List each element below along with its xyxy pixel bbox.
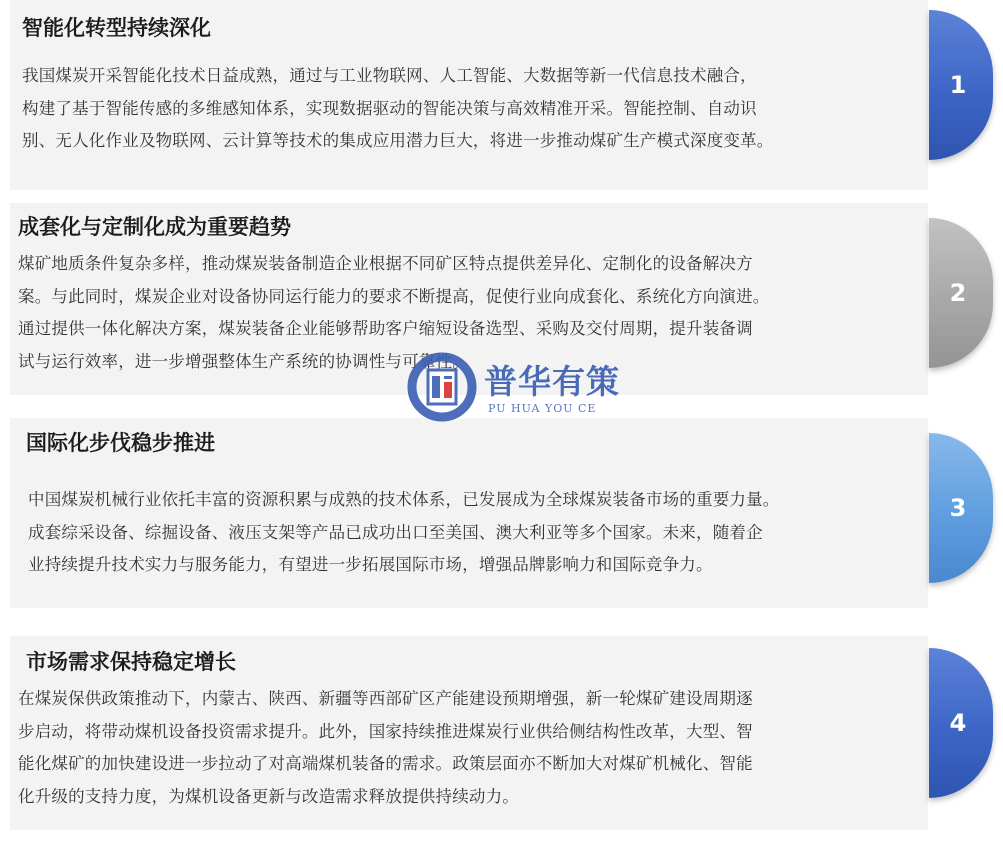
- body-line: 在煤炭保供政策推动下，内蒙古、陕西、新疆等西部矿区产能建设预期增强，新一轮煤矿建设周期逐: [18, 689, 753, 708]
- section-number-tab-2: [929, 218, 993, 368]
- section-body: [22, 60, 774, 158]
- section-title: 市场需求保持稳定增长: [26, 650, 236, 674]
- body-line: 业持续提升技术实力与服务能力，有望进一步拓展国际市场，增强品牌影响力和国际竞争力。: [28, 555, 713, 574]
- body-line: 能化煤矿的加快建设进一步拉动了对高端煤机装备的需求。政策层面亦不断加大对煤矿机械化、智能: [18, 754, 753, 773]
- section-title: 智能化转型持续深化: [22, 16, 211, 40]
- body-line: 构建了基于智能传感的多维感知体系，实现数据驱动的智能决策与高效精准开采。智能控制、自动识: [22, 98, 757, 118]
- body-line: 化升级的支持力度，为煤机设备更新与改造需求释放提供持续动力。: [18, 786, 519, 806]
- section-number-tab-4: [929, 648, 993, 798]
- section-number: 2: [949, 279, 967, 307]
- body-line: 中国煤炭机械行业依托丰富的资源积累与成熟的技术体系，已发展成为全球煤炭装备市场的重要力量。: [28, 490, 780, 509]
- section-number: 1: [949, 71, 967, 99]
- body-line: 煤矿地质条件复杂多样，推动煤炭装备制造企业根据不同矿区特点提供差异化、定制化的设备解决方: [18, 254, 753, 273]
- section-card-1: [10, 0, 928, 190]
- watermark-logo: [406, 352, 646, 422]
- body-line: 我国煤炭开采智能化技术日益成熟，通过与工业物联网、人工智能、大数据等新一代信息技术融合，: [22, 66, 757, 85]
- section-number: 3: [949, 494, 967, 522]
- section-title: 成套化与定制化成为重要趋势: [18, 215, 291, 239]
- body-line: 通过提供一体化解决方案，煤炭装备企业能够帮助客户缩短设备选型、采购及交付周期，提升装备调: [18, 319, 753, 338]
- body-line: 步启动，将带动煤机设备投资需求提升。此外，国家持续推进煤炭行业供给侧结构性改革，大型、智: [18, 721, 753, 741]
- body-line: 试与运行效率，进一步增强整体生产系统的协调性与可靠性。: [18, 351, 469, 371]
- section-body: [18, 683, 753, 813]
- body-line: 别、无人化作业及物联网、云计算等技术的集成应用潜力巨大，将进一步推动煤矿生产模式深度变革。: [22, 131, 774, 150]
- section-body: [28, 484, 780, 582]
- watermark-subtext: PU HUA YOU CE: [488, 402, 597, 415]
- section-number-tab-1: [929, 10, 993, 160]
- section-number-tab-3: [929, 433, 993, 583]
- body-line: 案。与此同时，煤炭企业对设备协同运行能力的要求不断提高，促使行业向成套化、系统化方向演进。: [18, 286, 770, 306]
- section-body: [18, 248, 770, 378]
- section-title: 国际化步伐稳步推进: [26, 431, 215, 455]
- section-card-4: [10, 636, 928, 830]
- body-line: 成套综采设备、综掘设备、液压支架等产品已成功出口至美国、澳大利亚等多个国家。未来，随着企: [28, 522, 763, 542]
- section-number: 4: [949, 709, 967, 737]
- logo-icon: [406, 352, 478, 422]
- section-card-3: [10, 418, 928, 608]
- watermark-text: 普华有策: [484, 362, 620, 401]
